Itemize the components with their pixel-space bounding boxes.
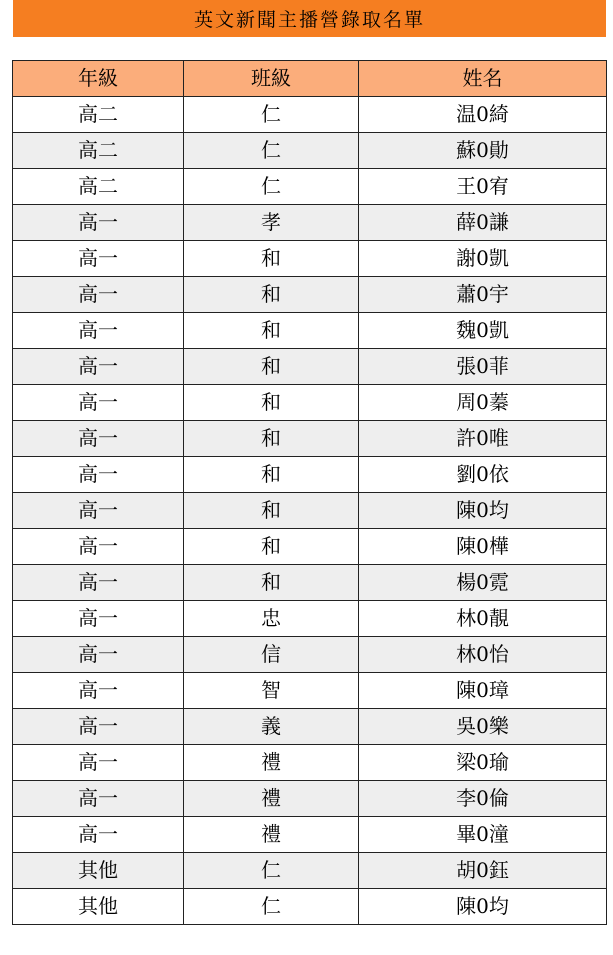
cell-grade: 高二 (13, 133, 184, 169)
cell-grade: 高一 (13, 781, 184, 817)
cell-grade: 高一 (13, 745, 184, 781)
cell-name: 陳0均 (359, 889, 607, 925)
cell-name: 謝0凱 (359, 241, 607, 277)
table-row (13, 673, 607, 709)
table-row (13, 781, 607, 817)
cell-class: 和 (184, 421, 359, 457)
cell-name: 梁0瑜 (359, 745, 607, 781)
column-header-grade: 年級 (13, 61, 184, 97)
cell-class: 和 (184, 349, 359, 385)
cell-class: 仁 (184, 169, 359, 205)
page-title: 英文新聞主播營錄取名單 (13, 0, 606, 37)
cell-grade: 高一 (13, 277, 184, 313)
cell-grade: 高一 (13, 457, 184, 493)
cell-name: 胡0鈺 (359, 853, 607, 889)
cell-class: 和 (184, 565, 359, 601)
cell-class: 信 (184, 637, 359, 673)
table-body (13, 97, 607, 925)
cell-class: 和 (184, 385, 359, 421)
cell-grade: 高一 (13, 313, 184, 349)
cell-class: 仁 (184, 97, 359, 133)
cell-grade: 其他 (13, 853, 184, 889)
cell-name: 周0蓁 (359, 385, 607, 421)
cell-class: 禮 (184, 817, 359, 853)
cell-grade: 高二 (13, 169, 184, 205)
cell-class: 和 (184, 313, 359, 349)
cell-grade: 高一 (13, 385, 184, 421)
table-row (13, 493, 607, 529)
cell-class: 忠 (184, 601, 359, 637)
table-row (13, 241, 607, 277)
cell-name: 林0怡 (359, 637, 607, 673)
cell-grade: 高一 (13, 673, 184, 709)
cell-name: 王0宥 (359, 169, 607, 205)
cell-name: 許0唯 (359, 421, 607, 457)
cell-class: 仁 (184, 853, 359, 889)
column-header-class: 班級 (184, 61, 359, 97)
table-row (13, 709, 607, 745)
table-row (13, 421, 607, 457)
cell-grade: 高一 (13, 241, 184, 277)
table-header-row (13, 61, 607, 97)
cell-class: 和 (184, 241, 359, 277)
cell-grade: 高一 (13, 349, 184, 385)
table-row (13, 169, 607, 205)
cell-name: 温0綺 (359, 97, 607, 133)
cell-name: 林0靚 (359, 601, 607, 637)
column-header-name: 姓名 (359, 61, 607, 97)
table-row (13, 133, 607, 169)
cell-class: 仁 (184, 133, 359, 169)
table-row (13, 601, 607, 637)
cell-class: 禮 (184, 781, 359, 817)
cell-grade: 高一 (13, 709, 184, 745)
cell-name: 李0倫 (359, 781, 607, 817)
table-row (13, 313, 607, 349)
cell-class: 和 (184, 277, 359, 313)
cell-class: 仁 (184, 889, 359, 925)
table-row (13, 637, 607, 673)
table-row (13, 853, 607, 889)
cell-name: 蘇0勛 (359, 133, 607, 169)
cell-grade: 高一 (13, 817, 184, 853)
cell-name: 魏0凱 (359, 313, 607, 349)
table-row (13, 97, 607, 133)
table-row (13, 745, 607, 781)
table-row (13, 385, 607, 421)
cell-class: 孝 (184, 205, 359, 241)
cell-class: 禮 (184, 745, 359, 781)
table-row (13, 565, 607, 601)
cell-name: 薛0謙 (359, 205, 607, 241)
cell-name: 陳0璋 (359, 673, 607, 709)
cell-class: 義 (184, 709, 359, 745)
cell-class: 和 (184, 457, 359, 493)
cell-class: 智 (184, 673, 359, 709)
cell-class: 和 (184, 529, 359, 565)
table-row (13, 457, 607, 493)
table-row (13, 889, 607, 925)
cell-grade: 高一 (13, 601, 184, 637)
cell-name: 陳0均 (359, 493, 607, 529)
table-row (13, 529, 607, 565)
cell-name: 畢0潼 (359, 817, 607, 853)
admission-list-table (12, 60, 607, 925)
cell-grade: 高一 (13, 529, 184, 565)
cell-name: 劉0依 (359, 457, 607, 493)
table-row (13, 817, 607, 853)
cell-name: 楊0霓 (359, 565, 607, 601)
table-row (13, 277, 607, 313)
cell-name: 陳0樺 (359, 529, 607, 565)
cell-name: 張0菲 (359, 349, 607, 385)
cell-grade: 高一 (13, 493, 184, 529)
cell-grade: 高一 (13, 637, 184, 673)
table-row (13, 205, 607, 241)
cell-name: 蕭0宇 (359, 277, 607, 313)
cell-name: 吳0樂 (359, 709, 607, 745)
cell-class: 和 (184, 493, 359, 529)
cell-grade: 其他 (13, 889, 184, 925)
cell-grade: 高一 (13, 205, 184, 241)
cell-grade: 高二 (13, 97, 184, 133)
cell-grade: 高一 (13, 421, 184, 457)
table-row (13, 349, 607, 385)
cell-grade: 高一 (13, 565, 184, 601)
